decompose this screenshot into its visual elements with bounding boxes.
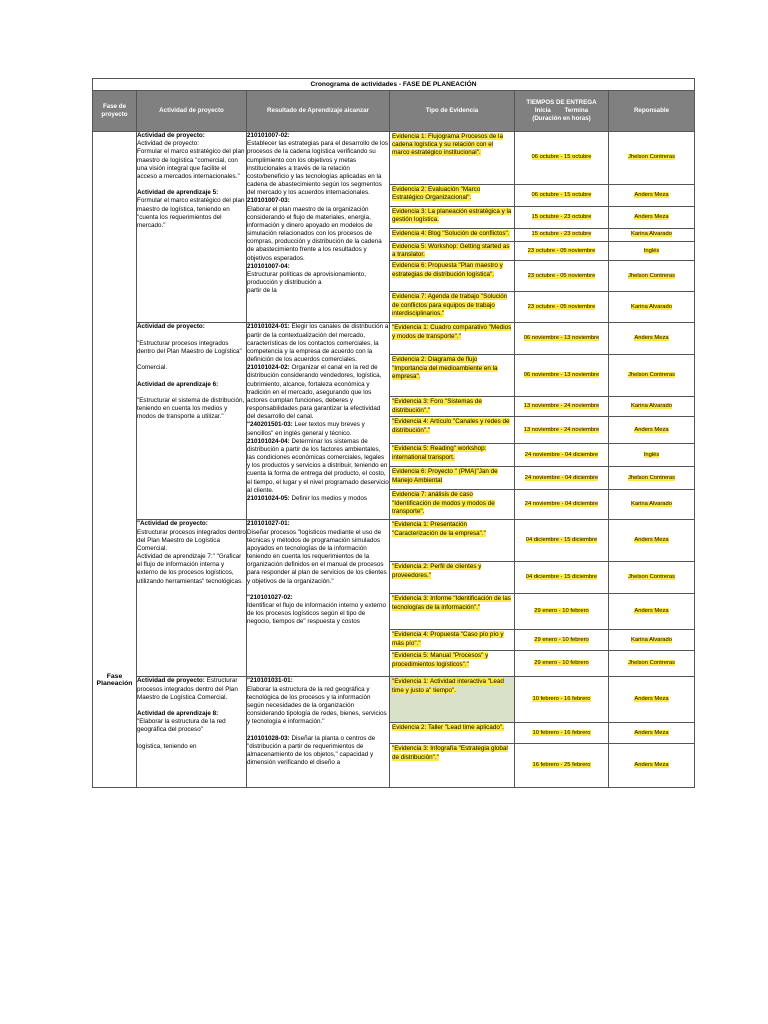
actividad-cell xyxy=(137,520,247,677)
fecha-text: 23 octubre - 05 noviembre xyxy=(527,303,596,310)
cell-text xyxy=(247,323,389,503)
fecha-text: 29 enero - 10 febrero xyxy=(534,636,589,643)
title-row xyxy=(93,79,695,91)
evidencia-cell xyxy=(390,355,515,397)
fecha-text: 06 noviembre - 13 noviembre xyxy=(523,372,600,379)
evidencia-text: Evidencia 2: Diagrama de flujo "Importancia del medioambiente en la empresa". xyxy=(392,356,498,380)
fecha-text: 06 octubre - 15 octubre xyxy=(531,191,592,198)
evidencia-cell xyxy=(390,490,515,520)
responsable-text: Anders Meza xyxy=(634,608,669,615)
fecha-text: 24 noviembre - 04 diciembre xyxy=(524,501,599,508)
fecha-text: 29 enero - 10 febrero xyxy=(534,660,589,667)
responsable-cell xyxy=(609,651,695,677)
evidencia-cell xyxy=(390,630,515,651)
resultado-label: "210101027-02: xyxy=(247,593,293,601)
evidencia-cell xyxy=(390,467,515,490)
responsable-text: Karina Alvarado xyxy=(631,231,672,238)
header-tiempos-cols: Inicia Termina xyxy=(534,107,589,115)
table-row xyxy=(93,677,695,723)
responsable-cell xyxy=(609,594,695,630)
resultado-text: Elaborar la estructura de la red geográfica y tecnológica de los procesos y la información según necesidades de la organización considerando tipología de redes, bienes, servicios y tecnología e información." xyxy=(247,685,387,726)
responsable-cell xyxy=(609,444,695,467)
evidencia-text: "Evidencia 3: Infografía "Estrategia global de distribución"." xyxy=(392,745,508,761)
fecha-cell xyxy=(515,242,609,261)
resultado-text: Diseñar la planta o centros de "distribución a partir de requerimientos de almacenamiento de los objetos," capacidad y dimensión verificando el diseño a xyxy=(247,734,376,767)
fecha-cell xyxy=(515,630,609,651)
actividad-label: Actividad de proyecto: xyxy=(137,132,205,139)
actividad-cell xyxy=(137,323,247,520)
responsable-text: Karina Alvarado xyxy=(631,501,672,508)
header-tiempos xyxy=(515,91,609,132)
evidencia-text: Evidencia 2: Taller "Lead time aplicado". xyxy=(392,724,504,732)
evidencia-cell xyxy=(390,261,515,292)
resultado-text: Definir los medios y modos xyxy=(289,494,368,502)
actividad-label: Actividad de aprendizaje 8: xyxy=(137,710,219,718)
resultado-text: Elaborar el plan maestro de la organización considerando el flujo de materiales, energía, información y dinero apoyado en modelos de simulación relacionados con los procesos de compras, producción y distribución de la cadena de abastecimiento frente a los resultados y objetivos esperados. xyxy=(247,205,382,262)
fecha-text: 16 febrero - 25 febrero xyxy=(532,762,591,769)
responsable-cell xyxy=(609,185,695,207)
resultado-text: Identificar el flujo de información interno y externo de los procesos logísticos según el tipo de negocio, tiempos de" respuesta y costos xyxy=(247,602,386,626)
evidencia-cell xyxy=(390,207,515,229)
evidencia-text: "Evidencia 4: Propuesta "Caso pío pío y más pío"." xyxy=(392,631,504,647)
evidencia-cell xyxy=(390,562,515,594)
table-row xyxy=(93,132,695,185)
schedule-table xyxy=(92,78,695,788)
responsable-text: Jhelson Contreras xyxy=(627,474,676,481)
table-row xyxy=(93,323,695,355)
evidencia-text: "Evidencia 4: Artículo "Canales y redes de distribución"." xyxy=(392,418,510,434)
cell-text xyxy=(247,132,389,295)
evidencia-text: Evidencia 4: Blog "Solución de conflictos". xyxy=(392,230,510,237)
resultado-label: 210101024-05: xyxy=(247,494,290,502)
responsable-cell xyxy=(609,261,695,292)
actividad-text: Actividad de proyecto: Formular el marco estratégico del plan maestro de logística "comercial, con una visión integral que facilite el acceso a mercados internacionales." xyxy=(137,140,245,180)
evidencia-cell xyxy=(390,594,515,630)
header-tiempos-title: TIEMPOS DE ENTREGA xyxy=(526,99,597,107)
resultado-label: 210101024-02: xyxy=(247,364,290,372)
evidencia-text: "Evidencia 5: Manual "Procesos" y procedimientos logísticos"." xyxy=(392,652,489,668)
evidencia-cell xyxy=(390,444,515,467)
actividad-label: Actividad de aprendizaje 6: xyxy=(137,380,219,388)
phase-cell xyxy=(93,132,137,788)
resultado-text: Diseñar procesos "logísticos mediante el uso de técnicas y métodos de programación simulados apoyados en tecnologías de la información teniendo en cuenta los requerimientos de la organización definidos en el manual de procesos para responder al plan de servicios de los clientes y objetivos de la organización." xyxy=(247,528,387,585)
resultado-text: Determinar los sistemas de distribución a partir de los factores ambientales, las condiciones económicas comerciales, legales y los productos y servicios a distribuir, teniendo en cuenta la forma de entrega del producto, el costo, el tiempo, el lugar y el nivel programado deservicio al cliente. xyxy=(247,437,389,494)
responsable-cell xyxy=(609,677,695,723)
evidencia-cell xyxy=(390,417,515,444)
cell-text xyxy=(247,677,389,767)
resultado-text: Establecer las estrategias para el desarrollo de los procesos de la cadena logística verificando su cumplimiento con los objetivos y metas institucionales a través de la relación costo/beneficio y las tecnologías aplicadas en la cadena de abastecimiento según los segmentos del mercado y los acuerdos internacionales. xyxy=(247,140,389,197)
fecha-cell xyxy=(515,417,609,444)
responsable-text: Inglés xyxy=(643,451,660,458)
cell-text xyxy=(247,520,389,626)
fecha-cell xyxy=(515,677,609,723)
actividad-text: Estructurar procesos integrados dentro del Plan Maestro de Logística Comercial. Actividad de aprendizaje 7:" "Graficar el flujo de información interna y externo de los procesos logísticos, utilizando herramientas" tecnológicas. xyxy=(137,528,246,585)
fecha-text: 10 febrero - 16 febrero xyxy=(532,729,591,736)
evidencia-text: "Evidencia 1: Presentación "Caracterización de la empresa"." xyxy=(392,521,486,537)
responsable-cell xyxy=(609,397,695,417)
evidencia-cell xyxy=(390,723,515,744)
actividad-label: Actividad de proyecto: xyxy=(137,677,205,685)
responsable-cell xyxy=(609,355,695,397)
fecha-text: 06 octubre - 15 octubre xyxy=(531,154,592,161)
fecha-text: 29 enero - 10 febrero xyxy=(534,608,589,615)
responsable-cell xyxy=(609,467,695,490)
resultado-label: 210101007-03: xyxy=(247,197,290,205)
resultado-label: 210101028-03: xyxy=(247,734,290,742)
evidencia-text: "Evidencia 3: Foro "Sistemas de distribución"." xyxy=(392,398,482,414)
evidencia-text: Evidencia 7: Agenda de trabajo "Solución de conflictos para equipos de trabajo interdisciplinarios." xyxy=(392,293,508,317)
fecha-cell xyxy=(515,185,609,207)
responsable-cell xyxy=(609,207,695,229)
fecha-text: 04 diciembre - 15 diciembre xyxy=(525,537,598,544)
fecha-text: 15 octubre - 23 octubre xyxy=(531,213,592,220)
resultado-label: 210101024-01: xyxy=(247,323,290,331)
evidencia-text: Evidencia 6: Proyecto " (PMA)"Jan de Manejo Ambiental xyxy=(392,468,498,484)
resultado-cell xyxy=(247,677,390,788)
evidencia-text: Evidencia 1: Flujograma Procesos de la cadena logística y su relación con el marco estratégico institucional". xyxy=(392,133,503,157)
fecha-text: 04 diciembre - 15 diciembre xyxy=(525,574,598,581)
cell-text xyxy=(137,132,246,230)
resultado-label: 210101024-04: xyxy=(247,437,290,445)
responsable-text: Inglés xyxy=(643,247,660,254)
evidencia-cell xyxy=(390,132,515,185)
evidencia-cell xyxy=(390,520,515,562)
responsable-text: Jhelson Contreras xyxy=(627,660,676,667)
resultado-text: Organizar el canal en la red de distribución considerando vendedores, logística, cubrimiento, alcance, fortaleza económica y tradición en el mercado, asegurando que los actores cumplan funciones, deberes y responsabilidades para garantizar la efectividad del desarrollo del canal. xyxy=(247,364,382,421)
fecha-cell xyxy=(515,651,609,677)
evidencia-cell xyxy=(390,229,515,242)
fecha-cell xyxy=(515,723,609,744)
header-resultado: Resultado de Aprendizaje alcanzar xyxy=(247,91,390,132)
fecha-cell xyxy=(515,323,609,355)
header-fase: Fase de proyecto xyxy=(93,91,137,132)
evidencia-cell xyxy=(390,242,515,261)
responsable-cell xyxy=(609,132,695,185)
responsable-text: Karina Alvarado xyxy=(631,303,672,310)
actividad-text: "Estructurar el sistema de distribución, teniendo en cuenta los medios y modos de transporte a utilizar." xyxy=(137,396,245,421)
responsable-cell xyxy=(609,490,695,520)
resultado-cell xyxy=(247,323,390,520)
actividad-text: Estructurar procesos integrados dentro del Plan Maestro de Logística Comercial. xyxy=(137,677,238,701)
fecha-cell xyxy=(515,229,609,242)
fecha-cell xyxy=(515,467,609,490)
responsable-cell xyxy=(609,323,695,355)
evidencia-cell xyxy=(390,185,515,207)
responsable-text: Anders Meza xyxy=(634,426,669,433)
evidencia-text: "Evidencia 5: Reading" workshop: international transport. xyxy=(392,445,487,461)
resultado-text: Leer textos muy breves y sencillos" en inglés general y técnico. xyxy=(247,421,365,437)
responsable-text: Anders Meza xyxy=(634,729,669,736)
header-responsable: Reponsable xyxy=(609,91,695,132)
actividad-text: "Estructurar procesos integrados dentro del Plan Maestro de Logística" Comercial. xyxy=(137,339,242,372)
fecha-cell xyxy=(515,292,609,323)
responsable-text: Anders Meza xyxy=(634,537,669,544)
resultado-label: 210101007-04: xyxy=(247,262,290,270)
fecha-cell xyxy=(515,261,609,292)
fecha-text: 24 noviembre - 04 diciembre xyxy=(524,474,599,481)
evidencia-text: Evidencia 6: Propuesta "Plan maestro y estrategias de distribución logística". xyxy=(392,262,503,278)
responsable-text: Anders Meza xyxy=(634,335,669,342)
responsable-cell xyxy=(609,744,695,788)
actividad-label: "Actividad de proyecto: xyxy=(137,520,208,528)
responsable-cell xyxy=(609,292,695,323)
table-row xyxy=(93,520,695,562)
fecha-text: 23 octubre - 05 noviembre xyxy=(527,247,596,254)
fecha-text: 13 noviembre - 24 noviembre xyxy=(523,403,600,410)
header-row xyxy=(93,91,695,132)
table-title: Cronograma de actividades - FASE DE PLANEACIÓN xyxy=(93,79,695,91)
responsable-text: Anders Meza xyxy=(634,191,669,198)
evidencia-cell xyxy=(390,677,515,723)
responsable-text: Anders Meza xyxy=(634,762,669,769)
actividad-cell xyxy=(137,677,247,788)
responsable-text: Anders Meza xyxy=(634,696,669,703)
resultado-label: "210101031-01: xyxy=(247,677,293,685)
evidencia-text: Evidencia 5: Workshop: Getting started as a translator. xyxy=(392,243,510,259)
evidencia-text: Evidencia 7: análisis de caso "Identificación de modos y modos de transporte". xyxy=(392,491,495,515)
header-actividad: Actividad de proyecto xyxy=(137,91,247,132)
responsable-text: Anders Meza xyxy=(634,213,669,220)
responsable-cell xyxy=(609,562,695,594)
fecha-text: 10 febrero - 16 febrero xyxy=(532,696,591,703)
fecha-text: 13 noviembre - 24 noviembre xyxy=(523,426,600,433)
fecha-cell xyxy=(515,490,609,520)
header-tipo-evidencia: Tipo de Evidencia xyxy=(390,91,515,132)
resultado-cell xyxy=(247,132,390,323)
resultado-label: 210101027-01: xyxy=(247,520,290,528)
evidencia-text: "Evidencia 3: Informe "Identificación de las tecnologías de la información"." xyxy=(392,595,511,611)
evidencia-text: Evidencia 2: Evaluación "Marco Estratégico Organizacional". xyxy=(392,186,481,202)
resultado-label: 210101007-02: xyxy=(247,132,290,139)
responsable-text: Jhelson Contreras xyxy=(627,154,676,161)
responsable-text: Jhelson Contreras xyxy=(627,574,676,581)
fecha-text: 15 octubre - 23 octubre xyxy=(531,231,592,238)
resultado-cell xyxy=(247,520,390,677)
fecha-cell xyxy=(515,355,609,397)
phase-label: Fase Planeación xyxy=(96,672,133,687)
actividad-label: Actividad de proyecto: xyxy=(137,323,205,331)
fecha-cell xyxy=(515,744,609,788)
fecha-text: 06 noviembre - 13 noviembre xyxy=(523,335,600,342)
evidencia-text: Evidencia 3: La planeación estratégica y la gestión logística. xyxy=(392,208,512,224)
fecha-cell xyxy=(515,444,609,467)
cell-text xyxy=(137,520,246,585)
responsable-text: Jhelson Contreras xyxy=(627,372,676,379)
fecha-text: 23 octubre - 05 noviembre xyxy=(527,272,596,279)
responsable-cell xyxy=(609,520,695,562)
fecha-cell xyxy=(515,207,609,229)
responsable-cell xyxy=(609,630,695,651)
fecha-cell xyxy=(515,594,609,630)
responsable-cell xyxy=(609,417,695,444)
evidencia-text: "Evidencia 1: Actividad interactiva "Lead time y justo a" tiempo". xyxy=(392,678,504,694)
responsable-cell xyxy=(609,242,695,261)
cell-text xyxy=(137,323,246,421)
fecha-cell xyxy=(515,520,609,562)
responsable-text: Jhelson Contreras xyxy=(627,272,676,279)
cell-text xyxy=(137,677,246,751)
evidencia-cell xyxy=(390,323,515,355)
fecha-cell xyxy=(515,132,609,185)
evidencia-cell xyxy=(390,651,515,677)
evidencia-cell xyxy=(390,292,515,323)
fecha-cell xyxy=(515,397,609,417)
evidencia-cell xyxy=(390,744,515,788)
actividad-text: Formular el marco estratégico del plan maestro de logística, teniendo en "cuenta los requerimientos del mercado." xyxy=(137,197,245,229)
responsable-text: Karina Alvarado xyxy=(631,403,672,410)
responsable-cell xyxy=(609,723,695,744)
fecha-text: 24 noviembre - 04 diciembre xyxy=(524,451,599,458)
evidencia-cell xyxy=(390,397,515,417)
actividad-cell xyxy=(137,132,247,323)
responsable-text: Karina Alvarado xyxy=(631,636,672,643)
header-tiempos-note: (Duración en horas) xyxy=(532,114,591,122)
evidencia-text: "Evidencia 1: Cuadro comparativo "Medios y modos de transporte"." xyxy=(392,324,512,340)
resultado-text: Estructurar políticas de aprovisionamiento, producción y distribución a partir de la xyxy=(247,270,366,295)
actividad-label: Actividad de aprendizaje 5: xyxy=(137,189,219,197)
fecha-cell xyxy=(515,562,609,594)
evidencia-text: "Evidencia 2: Perfil de clientes y proveedores." xyxy=(392,563,482,579)
actividad-text: "Elaborar la estructura de la red geográfica del proceso" logística, teniendo en xyxy=(137,718,226,750)
responsable-cell xyxy=(609,229,695,242)
resultado-text: Elegir los canales de distribución a partir de la contextualización del mercado, características de los contactos comerciales, la competencia y la empresa de acuerdo con la definición de los acuerdos comerciales. xyxy=(247,323,389,364)
resultado-label: "240201501-03: xyxy=(247,421,293,429)
